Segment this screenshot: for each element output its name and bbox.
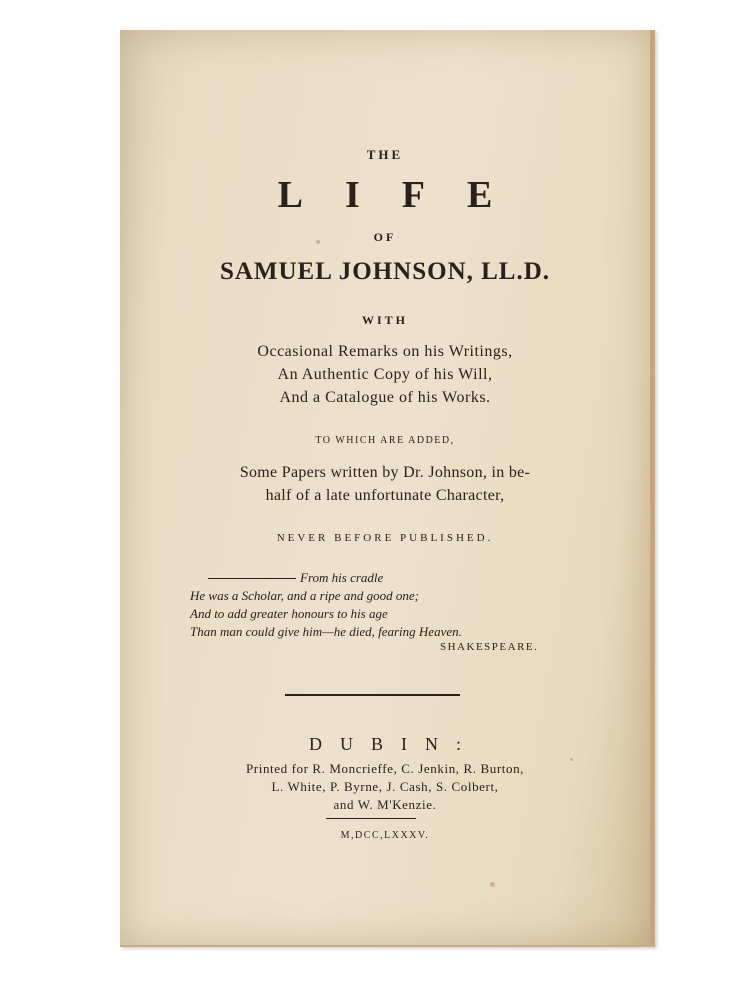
subtitle-line: And a Catalogue of his Works. bbox=[279, 389, 491, 406]
epigraph-attribution: SHAKESPEARE. bbox=[440, 641, 539, 653]
subtitle-line: Occasional Remarks on his Writings, bbox=[257, 343, 513, 360]
title-with: WITH bbox=[361, 313, 408, 327]
papers-line: Some Papers written by Dr. Johnson, in be- bbox=[239, 464, 531, 481]
imprint-line: and W. M'Kenzie. bbox=[333, 797, 437, 812]
imprint-city: DUBIN: bbox=[309, 734, 479, 754]
epigraph-line: Than man could give him—he died, fearing Heaven. bbox=[190, 624, 462, 639]
foxing-spot bbox=[490, 882, 495, 887]
epigraph-line: He was a Scholar, and a ripe and good one; bbox=[190, 588, 419, 603]
subject-name: SAMUEL JOHNSON, LL.D. bbox=[219, 258, 551, 285]
papers-line: half of a late unfortunate Character, bbox=[265, 487, 505, 504]
epigraph-dash bbox=[208, 578, 296, 579]
epigraph-text: From his cradle bbox=[300, 570, 384, 585]
never-published: NEVER BEFORE PUBLISHED. bbox=[276, 532, 494, 544]
imprint-date: M,DCC,LXXXV. bbox=[340, 830, 430, 841]
to-which-added: TO WHICH ARE ADDED, bbox=[315, 435, 455, 446]
imprint-line: Printed for R. Moncrieffe, C. Jenkin, R. Burton, bbox=[245, 761, 525, 776]
title-life: LIFE bbox=[277, 174, 535, 216]
title-the: THE bbox=[366, 147, 404, 162]
foxing-spot bbox=[316, 240, 320, 244]
imprint-line: L. White, P. Byrne, J. Cash, S. Colbert, bbox=[271, 779, 499, 794]
epigraph-line: And to add greater honours to his age bbox=[190, 606, 388, 621]
title-of: OF bbox=[373, 230, 397, 244]
short-rule bbox=[326, 818, 416, 819]
foxing-spot bbox=[570, 758, 573, 761]
epigraph-line bbox=[208, 570, 608, 586]
divider-rule bbox=[285, 694, 460, 696]
subtitle-line: An Authentic Copy of his Will, bbox=[277, 366, 493, 383]
title-page bbox=[120, 30, 655, 947]
